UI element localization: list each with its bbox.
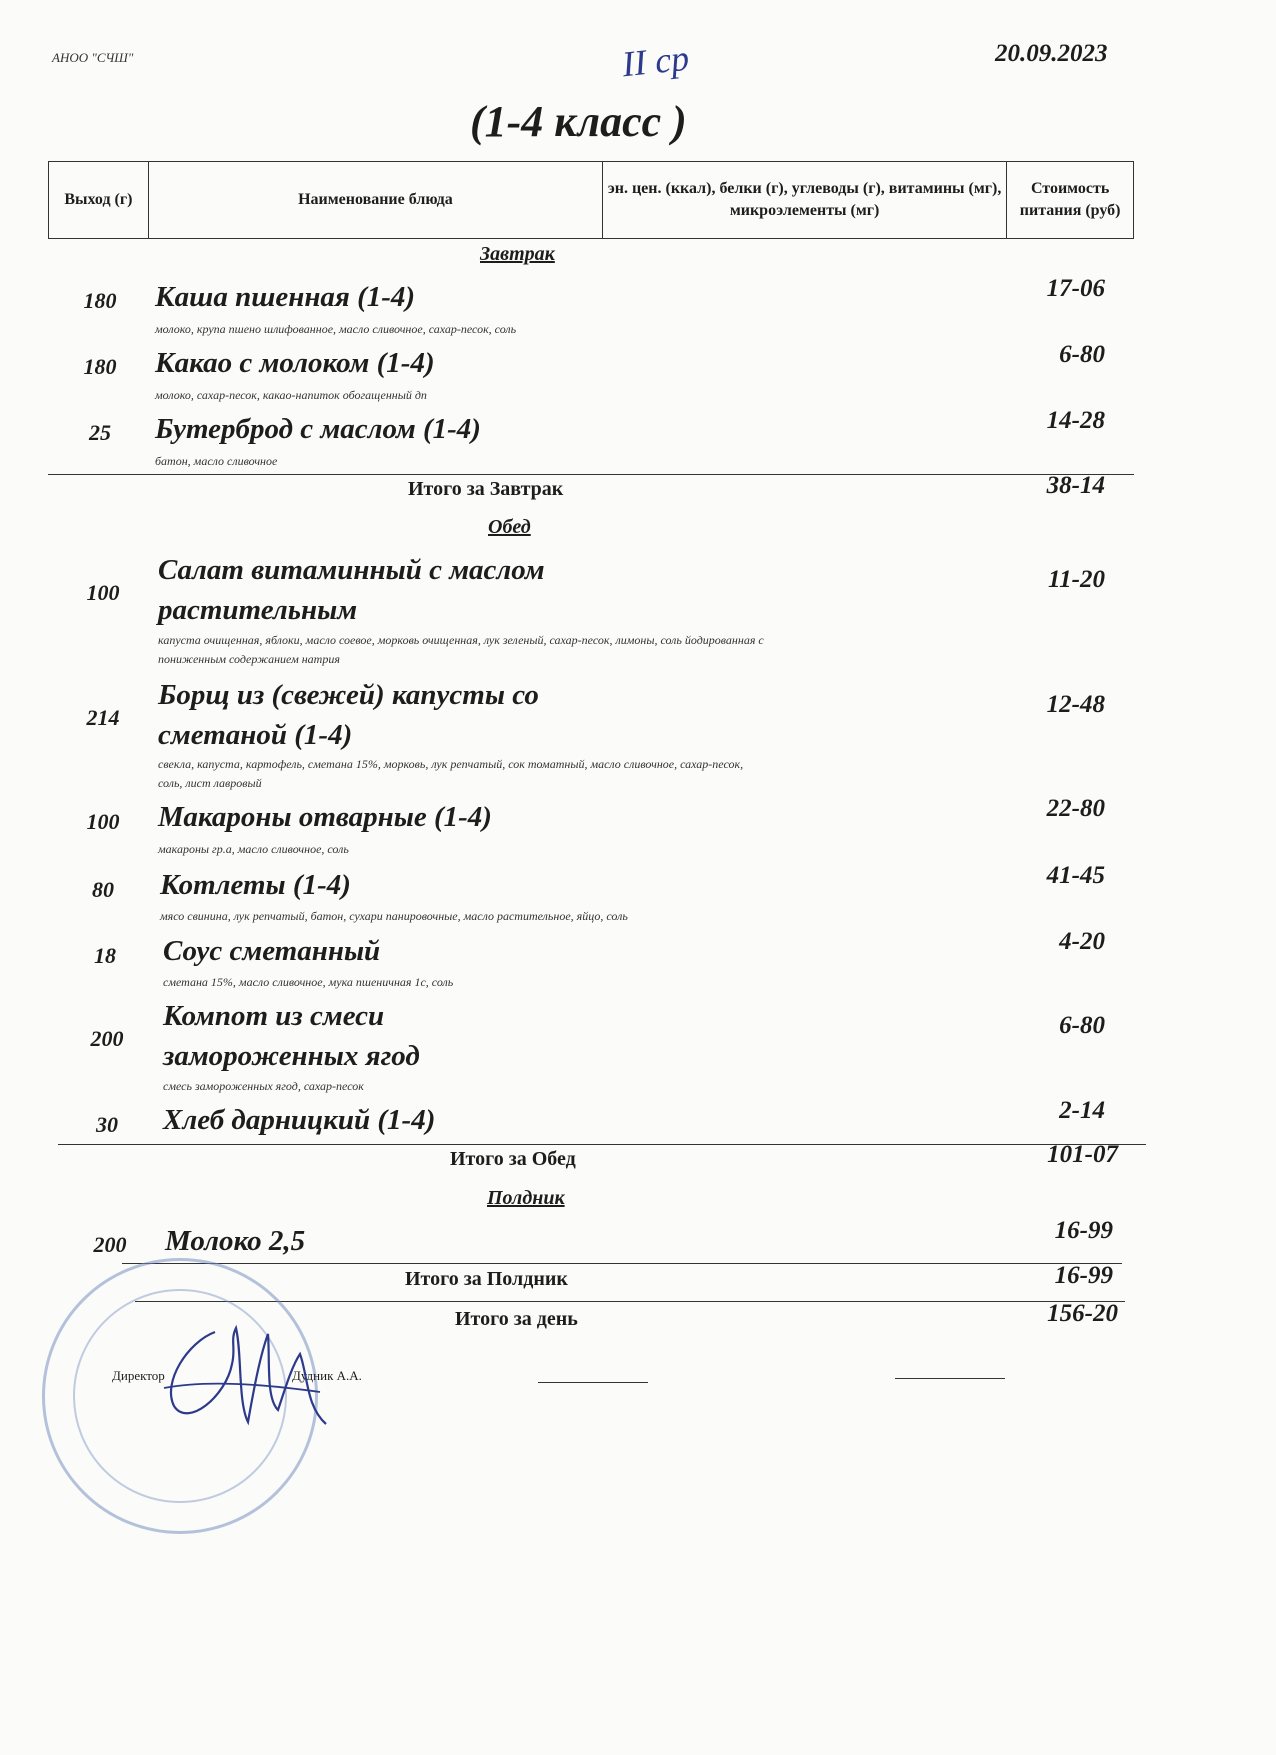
handwritten-mark: II ср bbox=[620, 37, 691, 85]
breakfast-total-label: Итого за Завтрак bbox=[408, 478, 564, 500]
item-grams: 200 bbox=[93, 1232, 127, 1257]
dish-name: Каша пшенная (1-4) bbox=[155, 281, 416, 313]
dish-name-line2: сметаной (1-4) bbox=[158, 719, 353, 751]
dish-name-line2: замороженных ягод bbox=[163, 1040, 420, 1072]
day-total: 156-20 bbox=[1047, 1300, 1118, 1327]
item-grams: 80 bbox=[92, 877, 114, 902]
day-total-label: Итого за день bbox=[455, 1308, 578, 1330]
item-grams: 200 bbox=[90, 1026, 124, 1051]
item-grams: 25 bbox=[89, 420, 111, 445]
director-name: Дудник А.А. bbox=[292, 1368, 362, 1383]
dish-price: 6-80 bbox=[1059, 1012, 1105, 1039]
col-yield: Выход (г) bbox=[49, 162, 149, 238]
dish-price: 2-14 bbox=[1059, 1097, 1105, 1124]
dish-name: Котлеты (1-4) bbox=[160, 869, 351, 901]
dish-name: Бутерброд с маслом (1-4) bbox=[155, 413, 481, 445]
director-label: Директор bbox=[112, 1368, 165, 1383]
col-cost: Стоимость питания (руб) bbox=[1019, 180, 1121, 219]
item-grams: 30 bbox=[96, 1112, 118, 1137]
dish-name-line1: Борщ из (свежей) капусты со bbox=[158, 679, 539, 711]
dish-name: Хлеб дарницкий (1-4) bbox=[163, 1104, 436, 1136]
dish-ingredients: макароны гр.а, масло сливочное, соль bbox=[158, 842, 349, 856]
dish-price: 14-28 bbox=[1046, 407, 1105, 434]
col-dish-name: Наименование блюда bbox=[149, 162, 603, 238]
dish-price: 11-20 bbox=[1048, 566, 1105, 593]
item-grams: 100 bbox=[86, 580, 120, 605]
col-nutrition: эн. цен. (ккал), белки (г), углеводы (г), витамины (мг), микроэлементы (мг) bbox=[603, 162, 1007, 238]
item-grams: 100 bbox=[86, 809, 120, 834]
item-grams: 180 bbox=[83, 354, 117, 379]
section-lunch-title: Обед bbox=[488, 516, 531, 538]
dish-name: Макароны отварные (1-4) bbox=[158, 801, 492, 833]
organization-name: АНОО "СЧШ" bbox=[52, 50, 134, 65]
section-divider bbox=[58, 1144, 1146, 1145]
column-header-row bbox=[48, 161, 1134, 239]
dish-name-line1: Салат витаминный с маслом bbox=[158, 554, 545, 586]
dish-name-line1: Компот из смеси bbox=[163, 1000, 385, 1032]
section-divider bbox=[135, 1301, 1125, 1302]
dish-ingredients: молоко, крупа пшено шлифованное, масло сливочное, сахар-песок, соль bbox=[155, 322, 517, 336]
dish-price: 17-06 bbox=[1046, 275, 1105, 302]
breakfast-total: 38-14 bbox=[1046, 472, 1105, 499]
item-grams: 180 bbox=[83, 288, 117, 313]
lunch-total: 101-07 bbox=[1047, 1141, 1118, 1168]
dish-price: 41-45 bbox=[1046, 862, 1105, 889]
section-divider bbox=[48, 474, 1134, 475]
snack-total-label: Итого за Полдник bbox=[405, 1268, 568, 1290]
dish-ingredients-line1: капуста очищенная, яблоки, масло соевое, морковь очищенная, лук зеленый, сахар-песок, лимоны, соль йодированная с bbox=[158, 633, 764, 647]
menu-date: 20.09.2023 bbox=[995, 40, 1108, 67]
stamp-inner-ring bbox=[73, 1289, 287, 1503]
section-breakfast-title: Завтрак bbox=[480, 243, 555, 265]
dish-price: 16-99 bbox=[1054, 1217, 1113, 1244]
dish-price: 22-80 bbox=[1046, 795, 1105, 822]
dish-name: Соус сметанный bbox=[163, 935, 381, 967]
official-stamp bbox=[42, 1258, 318, 1534]
section-divider bbox=[122, 1263, 1122, 1264]
dish-name-line2: растительным bbox=[158, 594, 358, 626]
signature-line bbox=[538, 1382, 648, 1383]
snack-total: 16-99 bbox=[1054, 1262, 1113, 1289]
page-title: (1-4 класс ) bbox=[470, 97, 687, 146]
lunch-total-label: Итого за Обед bbox=[450, 1148, 576, 1170]
dish-ingredients-line2: соль, лист лавровый bbox=[158, 776, 262, 790]
dish-ingredients-line1: свекла, капуста, картофель, сметана 15%, морковь, лук репчатый, сок томатный, масло сливочное, сахар-песок, bbox=[158, 757, 744, 771]
dish-price: 4-20 bbox=[1059, 928, 1105, 955]
item-grams: 18 bbox=[94, 943, 116, 968]
dish-ingredients: мясо свинина, лук репчатый, батон, сухари панировочные, масло растительное, яйцо, соль bbox=[160, 909, 628, 923]
dish-ingredients: молоко, сахар-песок, какао-напиток обогащенный дп bbox=[155, 388, 427, 402]
item-grams: 214 bbox=[86, 705, 120, 730]
dish-price: 6-80 bbox=[1059, 341, 1105, 368]
dish-ingredients-line2: пониженным содержанием натрия bbox=[158, 652, 340, 666]
dish-name: Молоко 2,5 bbox=[165, 1225, 306, 1257]
signature-line bbox=[895, 1378, 1005, 1379]
dish-price: 12-48 bbox=[1046, 691, 1105, 718]
dish-ingredients: батон, масло сливочное bbox=[155, 454, 278, 468]
dish-ingredients: сметана 15%, масло сливочное, мука пшеничная 1с, соль bbox=[163, 975, 454, 989]
dish-name: Какао с молоком (1-4) bbox=[155, 347, 435, 379]
dish-ingredients: смесь замороженных ягод, сахар-песок bbox=[163, 1079, 364, 1093]
section-snack-title: Полдник bbox=[487, 1187, 565, 1209]
